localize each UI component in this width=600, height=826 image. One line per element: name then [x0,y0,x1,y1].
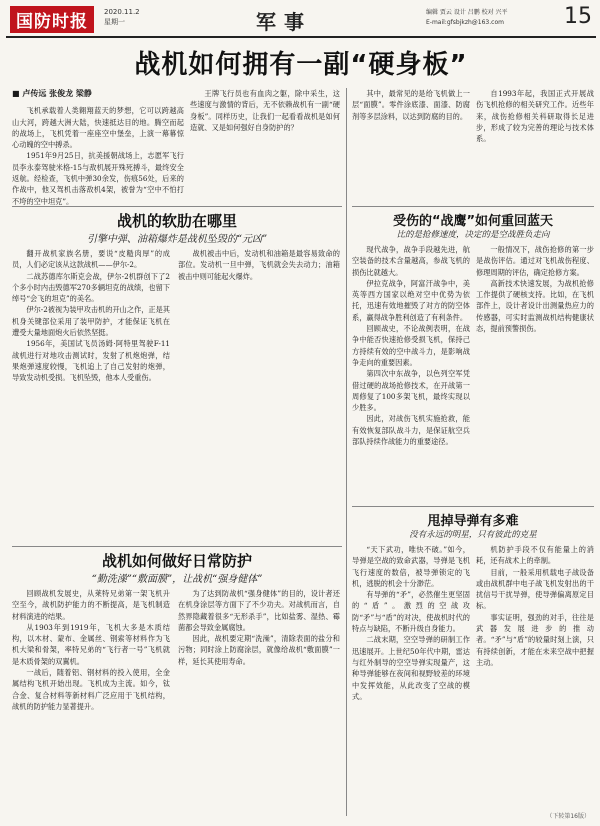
section1-deck: 引擎中弹、油箱爆炸是战机坠毁的“元凶” [86,234,268,245]
section1-paragraph: 伊尔-2被视为装甲攻击机的开山之作，正是其机身关键部位采用了装甲防护，才能保证飞机在遭受大量地面炮火后依然坚挺。 [12,305,170,338]
section1-column-1 [12,248,170,540]
section4-paragraph: “天下武功，唯快不破。”如今，导弹是空战的致命武器，导弹是飞机飞行速度的数倍，被导弹锁定的飞机，逃脱的机会十分渺茫。 [352,545,470,588]
section-name: 军事 [256,10,312,34]
section2-title: 战机如何做好日常防护 [101,552,252,570]
intro-paragraph: 1951年9月25日，抗美援朝战场上，志愿军飞行员李永泰驾驶米格-15与敌机展开殊死搏斗，最终安全返航。经检查，飞机中弹30余发，伤痕56处，后来的作战中，他又驾机击落敌机4架，被誉为“空中不怕打不垮的空中坦克”。 [12,151,184,206]
section3-paragraph: 伊拉克战争，阿富汗战争中，美英等西方国家以绝对空中优势为依托，迅速有效地摧毁了对方的防空体系，赢得战争胜利创造了有利条件。 [352,278,470,322]
section4-column-2 [476,544,594,810]
weekday-text: 星期一 [104,18,125,26]
section3-column-2 [476,244,594,502]
section-divider [12,206,342,207]
section3-paragraph: 一般情况下，战伤抢修的第一步是战伤评估。通过对飞机战伤程度、修理周期的评估，确定抢修方案。 [476,245,594,277]
section4-paragraph: 二战末期，空空导弹的研制工作迅速展开。上世纪50年代中期，雷达与红外制导的空空导弹实现量产，这种导弹能够在夜间和视野较差的环境中发挥效能，从此改变了空战的模式。 [352,635,470,701]
section3-paragraph: 自1993年起，我国正式开展战伤飞机抢修的相关研究工作。近些年来，战伤抢修相关科研取得长足进步，形成了较为完善的理论与技术体系。 [476,89,594,144]
page-headline: 战机如何拥有一副“硬身板” [134,50,468,80]
section3-column-1 [352,244,470,502]
section2-paragraph: 因此，战机要定期“洗澡”，清除表面的盐分和污物；同时涂上防腐涂层，就像给战机“敷面膜”一样，延长其使用寿命。 [178,634,340,666]
intro-paragraph: 王牌飞行员也有血肉之躯，除中采生，这些速度与激情的背后，无不依赖战机有一副“硬身板”。同样历史，让我们一起看看战机是如何造就、又是如何强好自身防护的？ [190,89,340,132]
section2-paragraph: 为了达到防战机“强身健体”的目的，设计者还在机身涂层等方面下了不少功夫。对战机而言，自然界隐藏着很多“无形杀手”，比如盐雾、湿热、霉菌都会导致金属腐蚀。 [178,589,340,632]
section3-paragraph: 因此，对战伤飞机实施抢救，能有效恢复部队战斗力，是保证航空兵部队持续作战能力的重要途径。 [352,414,470,447]
editor-names: 编辑 贾云 设计 吕鹏 校对 兴平 [426,9,508,16]
page-number: 15 [564,4,592,29]
section1-paragraph: 战机被击中后，发动机和油箱是最容易致命的部位。发动机一旦中弹，飞机就会失去动力；油箱被击中则可能起火爆炸。 [178,249,340,281]
column-divider [346,88,347,816]
section3-paragraph: 其中，最常见的是给飞机做上一层“面膜”。零件涂底漆、面漆、防腐剂等多层涂料，以达到防腐的目的。 [352,89,470,121]
section-divider [352,206,594,207]
section4-paragraph: 目前，一般采用机载电子战设备或由战机群中电子战飞机发射出的干扰信号干扰导弹，使导弹偏离原定目标。 [476,567,594,611]
section4-title: 甩掉导弹有多难 [427,514,519,529]
section3-title: 受伤的“战鹰”如何重回蓝天 [392,214,554,229]
byline: ■ 卢传远 张俊龙 梁静 [12,89,92,98]
continuation-note: （下转第16版） [546,813,590,820]
section3-paragraph: 第四次中东战争，以色列空军凭借过硬的战场抢修技术，在开战第一周修复了100多架飞机，最终实现以少胜多。 [352,369,470,413]
section2-column-2 [178,588,340,816]
section1-paragraph: 二战苏德库尔斯克会战，伊尔-2机群创下了2个多小时内击毁德军270多辆坦克的战绩，也留下绰号“会飞的坦克”的美名。 [12,271,170,304]
intro-column-1 [12,88,184,206]
date-text: 2020.11.2 [104,8,140,16]
section2-paragraph: 从1903年到1919年，飞机大多是木质结构，以木材、蒙布、金属丝、钢索等材料作为飞机大梁和骨架，率特兄弟的“飞行者一号”飞机就是木质骨架的双翼机。 [12,622,170,666]
section4-paragraph: 有导弹的“矛”，必然催生更坚固的“盾”。激烈的空战攻防“矛”与“盾”的对决，使战机时代的特点与缺陷，不断升级自身能力。 [352,590,470,634]
right-intro-column-2 [476,88,594,200]
section-divider [12,546,342,547]
section3-deck: 比的是抢修速度，决定的是空战胜负走向 [396,230,550,240]
section4-paragraph: 机防护手段不仅有能量上的消耗，还有战术上的牵制。 [476,545,594,566]
section1-title: 战机的软肋在哪里 [116,212,237,230]
section4-deck: 没有永远的明星，只有彼此的克星 [409,530,537,540]
intro-paragraph: 飞机承载着人类翱翔蓝天的梦想，它可以跨越高山大河，跨越大洲大陆，快速抵达目的地。腾空而起的战场上，飞机凭着一座座空中堡垒，上演一幕幕惊心动魄的空中搏杀。 [12,106,184,150]
section4-column-1 [352,544,470,810]
section4-paragraph: 事实证明，强劲的对手，往往是武器发展进步的推动者。“矛”与“盾”的较量时刻上演，只有持续创新，才能在未来空战中把握主动。 [476,612,594,667]
section1-column-2 [178,248,340,540]
paper-date [104,7,140,27]
section3-paragraph: 高新技术快速发展，为战机抢修工作提供了硬核支持。比如，在飞机部件上，设计者设计出测量热应力的传感器，可实时监测战机结构健康状态，提前预警损伤。 [476,278,594,334]
right-intro-column-1 [352,88,470,200]
section1-paragraph: 1956年，美国试飞员汤姆·阿特里驾驶F-11战机进行对地攻击测试时，发射了机炮炮弹，结果炮弹速度较慢，飞机追上了自己发射的炮弹，导致发动机受损。飞机坠毁，他本人受重伤。 [12,339,170,383]
section2-deck: “勤洗澡”“敷面膜”，让战机“强身健体” [91,574,263,585]
intro-column-2 [190,88,340,200]
editor-credits [426,8,566,28]
newspaper-page [6,4,596,822]
section1-paragraph: 翻开战机家族名册，要说“皮糙肉厚”的成员，人们必定该从这款战机——伊尔-2。 [12,249,170,270]
section-divider [352,506,594,507]
section2-paragraph: 一战后，随着铝、钢材料的投入使用，全金属结构飞机开始出现。飞机成为主流。如今，钛合金、复合材料等新材料广泛应用于飞机结构，战机的防护能力显著提升。 [12,668,170,711]
paper-name: 国防时报 [10,6,94,33]
masthead [6,4,596,38]
section3-paragraph: 现代战争，战争手段越先进，航空装备的技术含量越高，参战飞机的损伤比就越大。 [352,245,470,277]
section3-paragraph: 回顾战史，不论战例表明，在战争中能否快速抢修受损飞机，保持己方持续有效的空中战斗力，是影响战争走向的重要因素。 [352,324,470,367]
section2-paragraph: 回顾战机发展史，从莱特兄弟第一架飞机升空至今，战机防护能力的不断提高，是飞机制造材料演进的结果。 [12,589,170,621]
section2-column-1 [12,588,170,816]
editor-email: E-mail:gfsbjkzh@163.com [426,19,504,26]
